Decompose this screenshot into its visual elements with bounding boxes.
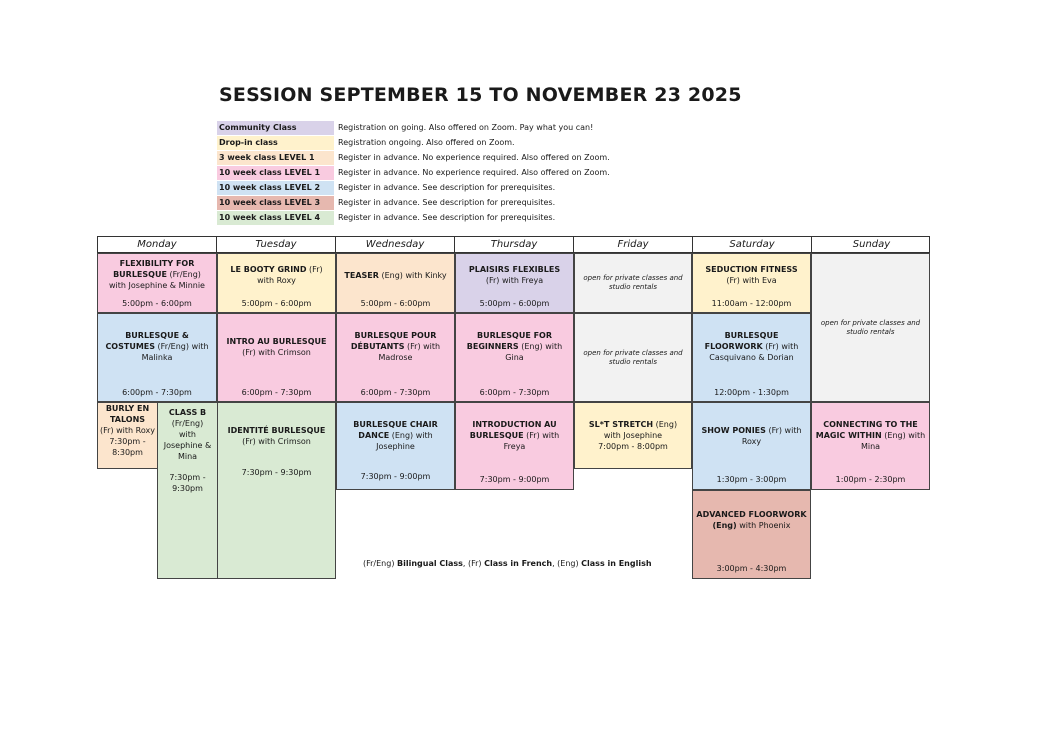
class-cell-introduction-au-burlesque[interactable]: [455, 402, 574, 490]
legend-row: [217, 120, 610, 135]
class-teacher: with Mina: [860, 431, 926, 451]
class-cell-teaser[interactable]: [336, 253, 455, 313]
class-language: (Fr): [762, 342, 779, 351]
class-cell-show-ponies[interactable]: [692, 402, 811, 490]
class-language: (Fr): [485, 276, 500, 285]
footnote-label: Class in French: [484, 559, 553, 568]
class-cell-burlesque-for-beginners[interactable]: [455, 313, 574, 402]
class-cell-burlesque-floorwork[interactable]: [692, 313, 811, 402]
day-thursday: Thursday: [455, 237, 574, 252]
class-cell-advanced-floorwork[interactable]: [692, 490, 811, 579]
footnote-code: , (Fr): [462, 559, 485, 568]
class-time: 11:00am - 12:00pm: [711, 299, 792, 308]
class-teacher: with Freya: [503, 431, 560, 451]
day-monday: Monday: [98, 237, 217, 252]
class-teacher: with Freya: [501, 276, 544, 285]
legend-label: 10 week class LEVEL 2: [217, 181, 334, 195]
class-cell-burly-en-talons[interactable]: [97, 402, 158, 469]
class-cell-identite-burlesque[interactable]: [217, 402, 336, 579]
class-name: PLAISIRS FLEXIBLES: [468, 265, 561, 274]
class-cell-burlesque-pour-debutants[interactable]: [336, 313, 455, 402]
day-header-row: [97, 236, 930, 253]
class-language: (Fr): [100, 426, 114, 435]
footnote-code: , (Eng): [552, 559, 582, 568]
class-name: CLASS B: [168, 408, 207, 417]
class-cell-connecting-magic-within[interactable]: [811, 402, 930, 490]
day-friday: Friday: [574, 237, 693, 252]
sunday-open-slot: open for private classes and studio rentals: [811, 253, 930, 402]
legend-label: Community Class: [217, 121, 334, 135]
class-name: SHOW PONIES: [701, 426, 766, 435]
friday-open-slot: open for private classes and studio rentals: [574, 313, 692, 402]
legend-desc: Register in advance. See description for prerequisites.: [338, 197, 556, 207]
class-teacher: with Josephine & Minnie: [109, 281, 205, 290]
class-time: 5:00pm - 6:00pm: [241, 299, 312, 308]
class-cell-burlesque-costumes[interactable]: [97, 313, 217, 402]
class-language: (Fr): [523, 431, 540, 440]
class-name: ADVANCED FLOORWORK (Eng): [696, 510, 807, 530]
class-name: SL*T STRETCH: [588, 420, 654, 429]
class-teacher: with Madrose: [378, 342, 441, 362]
footnote-code: (Fr/Eng): [363, 559, 397, 568]
class-name: INTRO AU BURLESQUE: [226, 337, 327, 346]
class-time: 5:00pm - 6:00pm: [360, 299, 431, 308]
class-time: 6:00pm - 7:30pm: [241, 388, 312, 397]
class-language: (Fr/Eng): [166, 270, 201, 279]
legend-row: [217, 180, 610, 195]
day-sunday: Sunday: [852, 239, 891, 250]
legend-desc: Registration ongoing. Also offered on Zoom.: [338, 137, 515, 147]
legend-desc: Register in advance. See description for prerequisites.: [338, 212, 556, 222]
class-teacher: with Crimson: [258, 437, 311, 446]
class-name: BURLY EN TALONS: [105, 404, 150, 424]
legend-desc: Register in advance. See description for prerequisites.: [338, 182, 556, 192]
class-time: 7:30pm - 9:00pm: [479, 475, 550, 484]
class-teacher: with Roxy: [257, 276, 296, 285]
language-footnote: [363, 559, 652, 568]
class-name: BURLESQUE POUR DÉBUTANTS: [350, 331, 437, 351]
class-time: 7:30pm - 9:30pm: [241, 468, 312, 477]
class-teacher: with Josephine: [376, 431, 433, 451]
class-name: BURLESQUE FLOORWORK: [704, 331, 779, 351]
class-name: CONNECTING TO THE MAGIC WITHIN: [815, 420, 918, 440]
class-time: 3:00pm - 4:30pm: [716, 564, 787, 573]
footnote-label: Bilingual Class: [397, 559, 463, 568]
legend-row: [217, 195, 610, 210]
class-teacher: with Roxy: [116, 426, 155, 435]
day-saturday: Saturday: [693, 237, 812, 252]
class-language: (Eng): [881, 431, 906, 440]
class-name: BURLESQUE & COSTUMES: [105, 331, 189, 351]
class-language: (Fr): [242, 348, 256, 357]
class-time: 5:00pm - 6:00pm: [122, 299, 192, 308]
class-language: (Fr): [242, 437, 256, 446]
class-language: (Fr/Eng): [155, 342, 190, 351]
class-cell-class-b[interactable]: [157, 402, 218, 579]
class-language: (Fr): [404, 342, 421, 351]
class-time: 5:00pm - 6:00pm: [479, 299, 550, 308]
class-name: IDENTITÉ BURLESQUE: [227, 426, 326, 435]
class-time: 7:30pm - 9:30pm: [169, 473, 206, 493]
class-language: (Fr): [306, 265, 323, 274]
class-time: 6:00pm - 7:30pm: [360, 388, 431, 397]
class-teacher: with Crimson: [258, 348, 311, 357]
class-teacher: with Phoenix: [739, 521, 791, 530]
class-name: FLEXIBILITY FOR BURLESQUE: [113, 259, 195, 279]
class-time: 7:00pm - 8:00pm: [598, 442, 668, 451]
legend-row: [217, 135, 610, 150]
class-cell-seduction-fitness[interactable]: [692, 253, 811, 313]
class-teacher: with Malinka: [141, 342, 209, 362]
legend: [217, 120, 610, 225]
class-cell-plaisirs-flexibles[interactable]: [455, 253, 574, 313]
class-name: BURLESQUE FOR BEGINNERS: [466, 331, 553, 351]
class-teacher: with Eva: [742, 276, 777, 285]
legend-desc: Register in advance. No experience required. Also offered on Zoom.: [338, 152, 610, 162]
legend-label: 10 week class LEVEL 3: [217, 196, 334, 210]
class-time: 1:00pm - 2:30pm: [835, 475, 906, 484]
class-time: 7:30pm - 9:00pm: [360, 472, 431, 481]
legend-label: 10 week class LEVEL 1: [217, 166, 334, 180]
legend-desc: Register in advance. No experience required. Also offered on Zoom.: [338, 167, 610, 177]
footnote-label: Class in English: [581, 559, 652, 568]
legend-row: [217, 165, 610, 180]
day-wednesday: Wednesday: [336, 237, 455, 252]
class-cell-flexibility[interactable]: [97, 253, 217, 313]
legend-label: 10 week class LEVEL 4: [217, 211, 334, 225]
class-cell-intro-au-burlesque[interactable]: [217, 313, 336, 402]
class-language: (Eng): [378, 271, 403, 280]
class-language: (Eng): [518, 342, 543, 351]
class-cell-burlesque-chair-dance[interactable]: [336, 402, 455, 490]
class-language: (Eng): [653, 420, 678, 429]
class-name: BURLESQUE CHAIR DANCE: [353, 420, 438, 440]
class-teacher: with Josephine: [603, 431, 663, 440]
session-title: SESSION SEPTEMBER 15 TO NOVEMBER 23 2025: [219, 84, 742, 106]
class-cell-slt-stretch[interactable]: [574, 402, 692, 469]
class-time: 6:00pm - 7:30pm: [122, 388, 192, 397]
class-name: SEDUCTION FITNESS: [705, 265, 798, 274]
legend-desc: Registration on going. Also offered on Zoom. Pay what you can!: [338, 122, 594, 132]
class-cell-booty-grind[interactable]: [217, 253, 336, 313]
class-teacher: with Kinky: [405, 271, 447, 280]
class-language: (Fr): [726, 276, 740, 285]
friday-open-slot: open for private classes and studio rentals: [574, 253, 692, 313]
class-time: 6:00pm - 7:30pm: [479, 388, 550, 397]
class-language: (Fr): [765, 426, 782, 435]
class-teacher: with Gina: [505, 342, 563, 362]
legend-row: [217, 150, 610, 165]
class-time: 12:00pm - 1:30pm: [714, 388, 789, 397]
class-teacher: with Casquivano & Dorian: [709, 342, 799, 362]
class-name: LE BOOTY GRIND: [230, 265, 307, 274]
class-name: INTRODUCTION AU BURLESQUE: [469, 420, 557, 440]
legend-label: Drop-in class: [217, 136, 334, 150]
class-language: (Fr/Eng): [171, 419, 204, 428]
class-time: 7:30pm - 8:30pm: [109, 437, 146, 457]
class-teacher: with Roxy: [741, 426, 802, 446]
class-time: 1:30pm - 3:00pm: [716, 475, 787, 484]
class-language: (Eng): [389, 431, 414, 440]
legend-label: 3 week class LEVEL 1: [217, 151, 334, 165]
class-name: TEASER: [344, 271, 379, 280]
day-tuesday: Tuesday: [217, 237, 336, 252]
legend-row: [217, 210, 610, 225]
class-teacher: with Josephine & Mina: [163, 430, 212, 461]
